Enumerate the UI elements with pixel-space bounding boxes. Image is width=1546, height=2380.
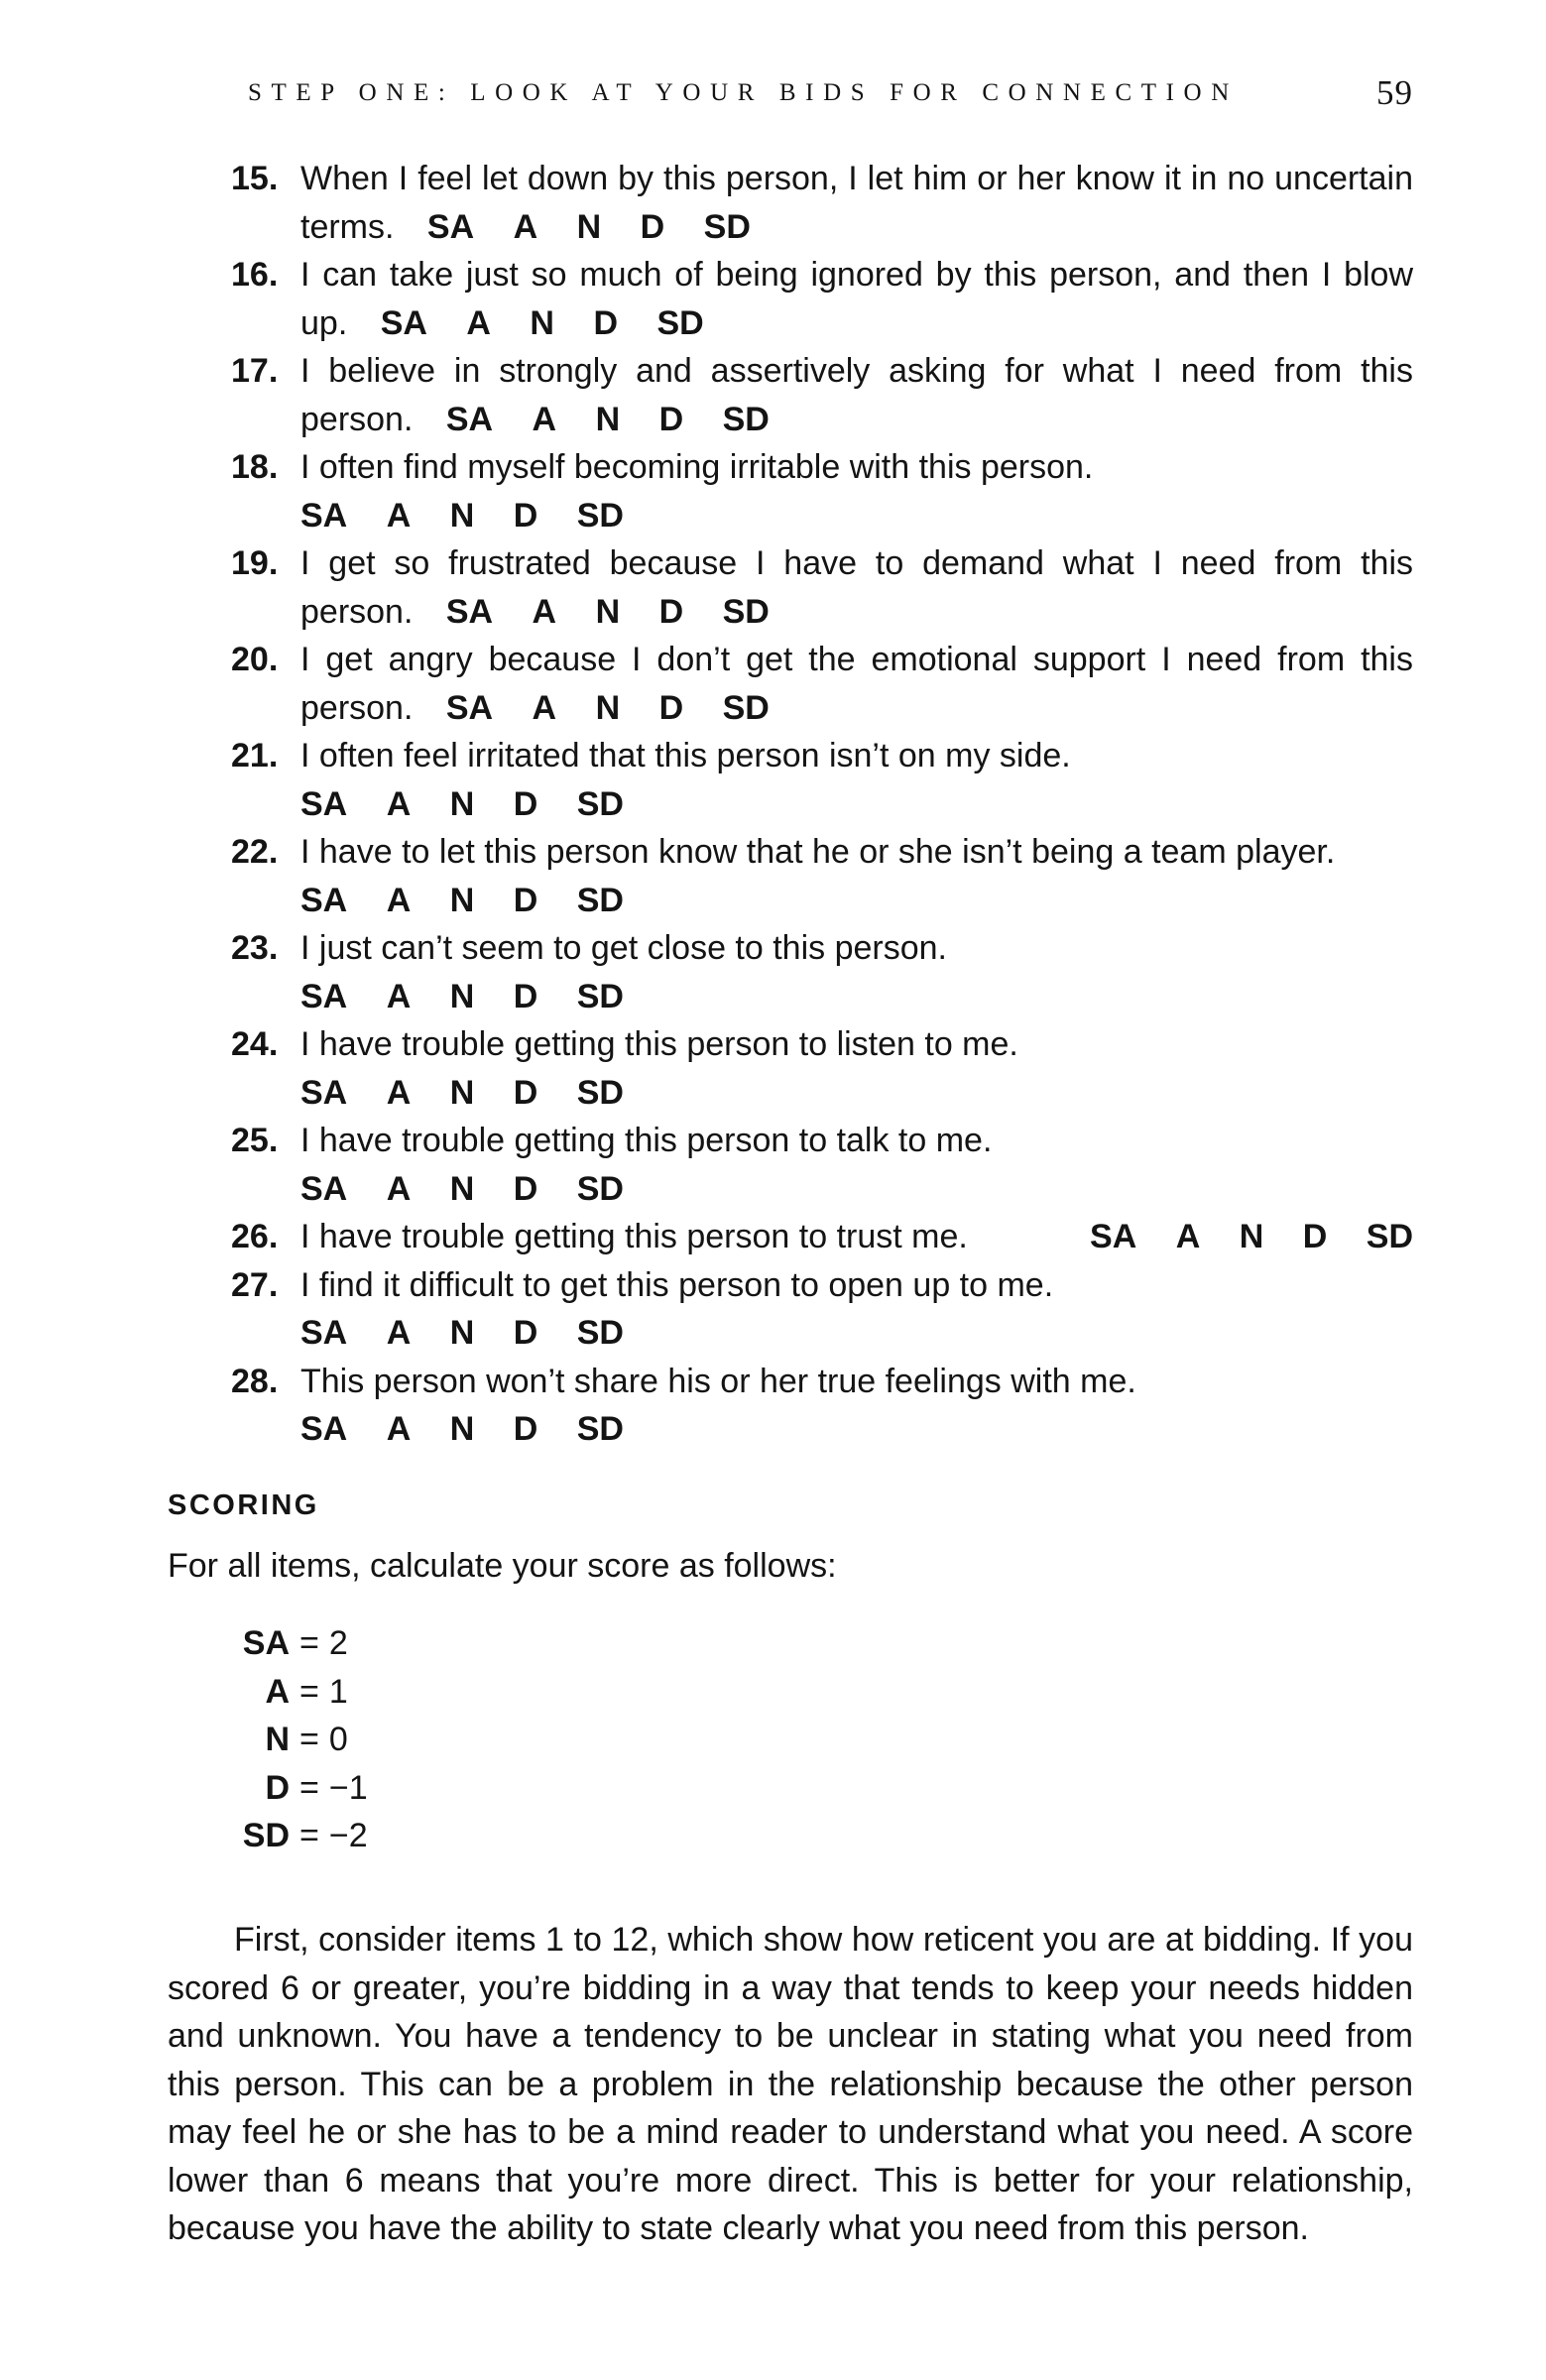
scale-option-sa[interactable]: SA [300, 784, 348, 823]
scale-option-n[interactable]: N [449, 1314, 475, 1352]
scale-option-sd[interactable]: SD [576, 1314, 624, 1352]
questionnaire-items [231, 155, 1413, 1454]
scale-option-d[interactable]: D [658, 400, 684, 438]
score-equals: = [299, 1817, 319, 1854]
scale-option-d[interactable]: D [1302, 1218, 1328, 1255]
scale-option-sa[interactable]: SA [445, 592, 494, 631]
item-number: 15. [231, 160, 279, 197]
scale-option-a[interactable]: A [532, 400, 557, 438]
item-text: I just can’t seem to get close to this person. [300, 929, 947, 967]
item-number: 26. [231, 1218, 279, 1255]
item-text: I have trouble getting this person to trust me. [300, 1218, 968, 1255]
scoring-intro: For all items, calculate your score as follows: [168, 1547, 837, 1585]
scale-option-sa[interactable]: SA [445, 688, 494, 727]
scale-option-d[interactable]: D [513, 1410, 538, 1448]
score-equals: = [299, 1721, 319, 1758]
scale-option-n[interactable]: N [449, 1073, 475, 1112]
scale-option-a[interactable]: A [1175, 1218, 1201, 1255]
scale-option-sa[interactable]: SA [426, 207, 475, 246]
scale-option-n[interactable]: N [530, 303, 554, 342]
questionnaire-item [231, 924, 1413, 1020]
questionnaire-item [231, 251, 1413, 347]
item-text: I often find myself becoming irritable with this person. [300, 448, 1094, 486]
rating-scale [300, 1069, 1413, 1118]
scale-option-sa[interactable]: SA [300, 1169, 348, 1208]
running-header: STEP ONE: LOOK AT YOUR BIDS FOR CONNECTION [248, 79, 1239, 106]
score-value: 2 [328, 1624, 348, 1662]
scale-option-n[interactable]: N [449, 881, 475, 919]
scale-option-d[interactable]: D [658, 592, 684, 631]
rating-scale [300, 1309, 1413, 1358]
score-equals: = [299, 1672, 319, 1711]
scale-option-n[interactable]: N [449, 496, 475, 535]
questionnaire-item [231, 539, 1413, 636]
scale-option-d[interactable]: D [593, 303, 618, 342]
scale-option-d[interactable]: D [640, 207, 665, 246]
scale-option-sa[interactable]: SA [300, 496, 348, 535]
scoring-paragraph: First, consider items 1 to 12, which show how reticent you are at bidding. If you scored 6 or greater, you’re bidding in a way that tends to keep your needs hidden and unknown. You have a tendency to be unclear in stating what you need from this person. This can be a problem in the relationship because the other person may feel he or she has to be a mind reader to understand what you need. A score lower than 6 means that you’re more direct. This is better for your relationship, because you have the ability to state clearly what you need from this person. [168, 1921, 1413, 2247]
questionnaire-item [231, 1213, 1413, 1261]
questionnaire-item [231, 443, 1413, 539]
score-code: A [265, 1672, 290, 1711]
scale-option-d[interactable]: D [513, 881, 538, 919]
item-text: I have to let this person know that he or she isn’t being a team player. [300, 833, 1336, 871]
score-value: −2 [328, 1817, 368, 1854]
scale-option-n[interactable]: N [595, 400, 621, 438]
scale-option-a[interactable]: A [386, 977, 412, 1015]
item-number: 24. [231, 1025, 279, 1063]
scale-option-d[interactable]: D [513, 1314, 538, 1352]
item-text: This person won’t share his or her true feelings with me. [300, 1362, 1136, 1400]
scale-option-d[interactable]: D [513, 1073, 538, 1112]
questionnaire-item [231, 1020, 1413, 1117]
scale-option-d[interactable]: D [513, 784, 538, 823]
score-code: D [265, 1768, 290, 1807]
scale-option-n[interactable]: N [576, 207, 602, 246]
score-row [234, 1812, 368, 1860]
questionnaire-item [231, 1261, 1413, 1358]
item-text: I get so frustrated because I have to demand what I need from this person. [300, 544, 1413, 631]
item-text: I believe in strongly and assertively asking for what I need from this person. [300, 352, 1413, 438]
scale-option-a[interactable]: A [532, 592, 557, 631]
score-equals: = [299, 1768, 319, 1807]
score-row [234, 1668, 368, 1717]
scale-option-sd[interactable]: SD [576, 1073, 624, 1112]
scale-option-n[interactable]: N [1239, 1218, 1264, 1255]
score-code: N [265, 1721, 290, 1758]
item-text: I have trouble getting this person to listen to me. [300, 1025, 1018, 1063]
scale-option-n[interactable]: N [595, 688, 621, 727]
item-text: I can take just so much of being ignored by this person, and then I blow up. [300, 256, 1413, 342]
rating-scale [300, 877, 1413, 925]
scale-option-a[interactable]: A [386, 1314, 412, 1352]
questionnaire-item [231, 1358, 1413, 1454]
item-number: 17. [231, 352, 279, 390]
rating-scale [300, 492, 1413, 540]
score-code: SD [242, 1817, 290, 1854]
item-number: 18. [231, 448, 279, 486]
score-row [234, 1716, 368, 1764]
scale-option-sa[interactable]: SA [300, 1073, 348, 1112]
score-table [234, 1619, 368, 1860]
rating-scale [427, 208, 751, 246]
scale-option-a[interactable]: A [466, 303, 491, 342]
scoring-heading: SCORING [168, 1489, 319, 1521]
scale-option-sa[interactable]: SA [300, 977, 348, 1015]
scale-option-sa[interactable]: SA [300, 1410, 348, 1448]
rating-scale [300, 780, 1413, 829]
scale-option-a[interactable]: A [513, 207, 538, 246]
scale-option-n[interactable]: N [449, 977, 475, 1015]
scale-option-a[interactable]: A [386, 496, 412, 535]
questionnaire-item [231, 1117, 1413, 1213]
scale-option-n[interactable]: N [449, 784, 475, 823]
score-row [234, 1619, 368, 1668]
rating-scale [446, 593, 770, 631]
scale-option-sd[interactable]: SD [722, 688, 770, 727]
scale-option-n[interactable]: N [449, 1169, 475, 1208]
score-equals: = [299, 1624, 319, 1662]
score-value: −1 [328, 1768, 368, 1807]
scale-option-a[interactable]: A [532, 688, 557, 727]
scale-option-sd[interactable]: SD [576, 881, 624, 919]
scale-option-sd[interactable]: SD [656, 303, 704, 342]
score-code: SA [242, 1624, 290, 1662]
scale-option-sa[interactable]: SA [300, 881, 348, 919]
scale-option-a[interactable]: A [386, 1169, 412, 1208]
scale-option-sd[interactable]: SD [722, 400, 770, 438]
questionnaire-item [231, 828, 1413, 924]
scale-option-d[interactable]: D [513, 977, 538, 1015]
scale-option-sa[interactable]: SA [1090, 1218, 1137, 1255]
item-number: 25. [231, 1122, 279, 1159]
item-number: 28. [231, 1362, 279, 1400]
item-text: When I feel let down by this person, I let him or her know it in no uncertain terms. [300, 160, 1413, 246]
scale-option-sa[interactable]: SA [300, 1314, 348, 1352]
scale-option-a[interactable]: A [386, 784, 412, 823]
questionnaire-item [231, 155, 1413, 251]
rating-scale [446, 401, 770, 438]
scale-option-sd[interactable]: SD [576, 496, 624, 535]
rating-scale [1090, 1213, 1413, 1261]
rating-scale [300, 973, 1413, 1021]
page-number: 59 [1376, 73, 1413, 112]
item-number: 22. [231, 833, 279, 871]
item-number: 23. [231, 929, 279, 967]
questionnaire-item [231, 347, 1413, 443]
scale-option-n[interactable]: N [449, 1410, 475, 1448]
item-text: I often feel irritated that this person isn’t on my side. [300, 737, 1071, 774]
scale-option-d[interactable]: D [513, 496, 538, 535]
item-text: I have trouble getting this person to talk to me. [300, 1122, 993, 1159]
scale-option-sa[interactable]: SA [380, 303, 427, 342]
scale-option-d[interactable]: D [658, 688, 684, 727]
scale-option-sd[interactable]: SD [703, 207, 751, 246]
item-text: I find it difficult to get this person to open up to me. [300, 1265, 1054, 1304]
item-number: 27. [231, 1265, 279, 1304]
rating-scale [381, 304, 704, 342]
scale-option-d[interactable]: D [513, 1169, 538, 1208]
scale-option-a[interactable]: A [386, 1073, 412, 1112]
scale-option-sd[interactable]: SD [576, 1169, 624, 1208]
item-number: 21. [231, 737, 279, 774]
item-number: 16. [231, 256, 279, 294]
rating-scale [446, 689, 770, 727]
rating-scale [300, 1405, 1413, 1454]
scale-option-sd[interactable]: SD [1366, 1218, 1413, 1255]
score-value: 1 [328, 1672, 348, 1711]
questionnaire-item [231, 732, 1413, 828]
score-row [234, 1764, 368, 1813]
scale-option-a[interactable]: A [386, 1410, 412, 1448]
scale-option-sd[interactable]: SD [576, 977, 624, 1015]
item-number: 19. [231, 544, 279, 582]
scale-option-sd[interactable]: SD [722, 592, 770, 631]
scale-option-sd[interactable]: SD [576, 1410, 624, 1448]
scale-option-sa[interactable]: SA [445, 400, 494, 438]
item-text: I get angry because I don’t get the emotional support I need from this person. [300, 641, 1413, 727]
questionnaire-item [231, 636, 1413, 732]
item-number: 20. [231, 641, 279, 678]
scale-option-a[interactable]: A [386, 881, 412, 919]
rating-scale [300, 1165, 1413, 1214]
scale-option-sd[interactable]: SD [576, 784, 624, 823]
score-value: 0 [328, 1721, 348, 1758]
scale-option-n[interactable]: N [595, 592, 621, 631]
